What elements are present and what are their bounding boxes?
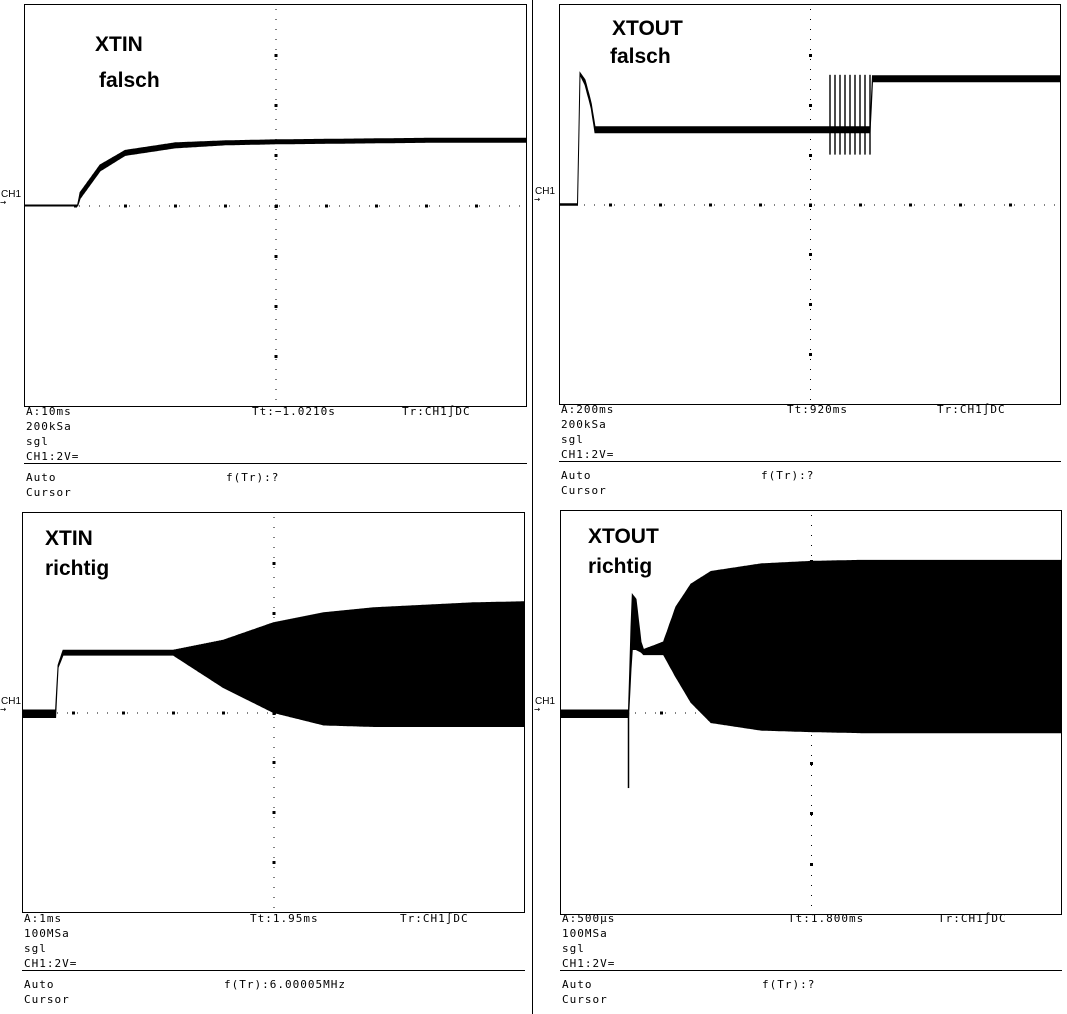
cursor-readout: Cursor [561, 484, 607, 497]
channel-scale-readout: CH1:2V= [24, 957, 78, 970]
measure-mode-readout: Auto [561, 469, 592, 482]
acquisition-mode-readout: sgl [561, 433, 584, 446]
trigger-source-readout: Tr:CH1∫DC [938, 912, 1007, 925]
trace-title: XTIN [45, 527, 93, 550]
timebase-readout: A:200ms [561, 403, 615, 416]
status-separator [560, 970, 1062, 971]
frequency-readout: f(Tr):6.00005MHz [224, 978, 346, 991]
sample-rate-readout: 200kSa [26, 420, 72, 433]
arrow-right-icon: → [534, 704, 541, 715]
trace-ch1 [23, 602, 524, 727]
status-separator [22, 970, 525, 971]
scope-screen [22, 512, 525, 913]
status-separator [559, 461, 1061, 462]
ch1-ground-marker: CH1 [1, 189, 22, 200]
trace-title: XTOUT [612, 17, 683, 40]
trace-ch1 [25, 138, 526, 206]
waveform-plot [25, 5, 526, 406]
trace-title: XTOUT [588, 525, 659, 548]
trigger-time-readout: Tt:1.95ms [250, 912, 319, 925]
trigger-time-readout: Tt:1.800ms [788, 912, 865, 925]
sample-rate-readout: 200kSa [561, 418, 607, 431]
arrow-right-icon: → [0, 197, 7, 208]
scope-screen [560, 510, 1062, 915]
trace-ch1 [561, 560, 1061, 732]
measure-mode-readout: Auto [24, 978, 55, 991]
ch1-ground-marker: CH1 [535, 696, 556, 707]
frequency-readout: f(Tr):? [761, 469, 815, 482]
trace-status-label: falsch [610, 45, 671, 68]
channel-scale-readout: CH1:2V= [26, 450, 80, 463]
frequency-readout: f(Tr):? [226, 471, 280, 484]
scope-screen [24, 4, 527, 407]
scope-screen [559, 4, 1061, 405]
trace-status-label: richtig [588, 555, 653, 578]
timebase-readout: A:10ms [26, 405, 72, 418]
arrow-right-icon: → [534, 194, 541, 205]
ch1-ground-marker: CH1 [1, 696, 22, 707]
status-separator [24, 463, 527, 464]
trigger-time-readout: Tt:−1.0210s [252, 405, 336, 418]
panel-divider [532, 0, 533, 1014]
trace-title: XTIN [95, 33, 143, 56]
trigger-source-readout: Tr:CH1∫DC [937, 403, 1006, 416]
measure-mode-readout: Auto [26, 471, 57, 484]
acquisition-mode-readout: sgl [562, 942, 585, 955]
acquisition-mode-readout: sgl [26, 435, 49, 448]
sample-rate-readout: 100MSa [24, 927, 70, 940]
channel-scale-readout: CH1:2V= [562, 957, 616, 970]
timebase-readout: A:500µs [562, 912, 616, 925]
channel-scale-readout: CH1:2V= [561, 448, 615, 461]
trigger-source-readout: Tr:CH1∫DC [400, 912, 469, 925]
sample-rate-readout: 100MSa [562, 927, 608, 940]
trigger-source-readout: Tr:CH1∫DC [402, 405, 471, 418]
acquisition-mode-readout: sgl [24, 942, 47, 955]
measure-mode-readout: Auto [562, 978, 593, 991]
trace-status-label: falsch [99, 69, 160, 92]
cursor-readout: Cursor [24, 993, 70, 1006]
cursor-readout: Cursor [26, 486, 72, 499]
trigger-time-readout: Tt:920ms [787, 403, 848, 416]
ch1-ground-marker: CH1 [535, 186, 556, 197]
trace-status-label: richtig [45, 557, 110, 580]
cursor-readout: Cursor [562, 993, 608, 1006]
arrow-right-icon: → [0, 704, 7, 715]
frequency-readout: f(Tr):? [762, 978, 816, 991]
timebase-readout: A:1ms [24, 912, 63, 925]
